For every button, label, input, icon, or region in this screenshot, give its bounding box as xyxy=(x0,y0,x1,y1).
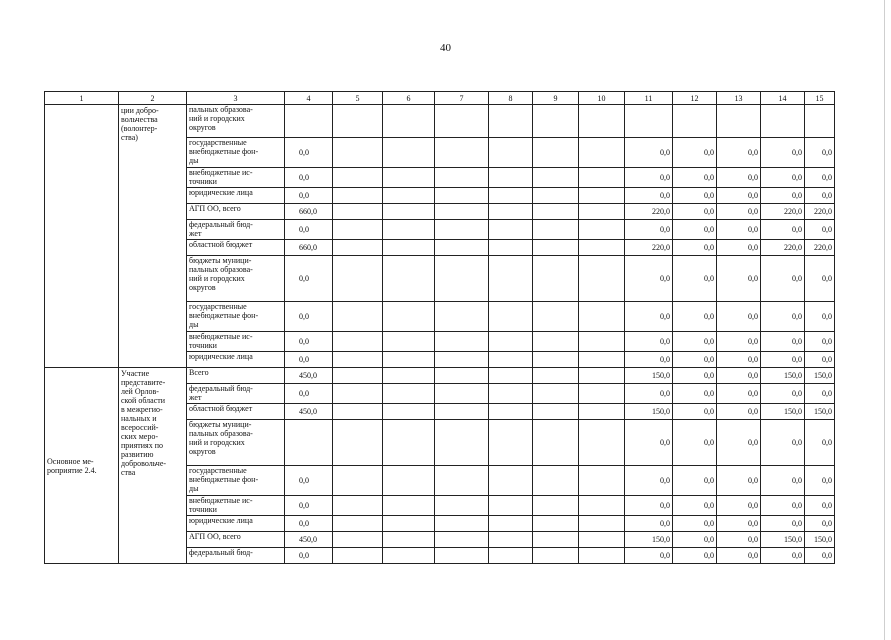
value-cell-col-4: 450,0 xyxy=(285,404,333,420)
value-cell-col-15 xyxy=(805,105,835,138)
value-cell-col-10 xyxy=(579,352,625,368)
value-cell-col-11: 0,0 xyxy=(625,496,673,516)
value-cell-col-8 xyxy=(489,384,533,404)
value-cell-col-4: 0,0 xyxy=(285,332,333,352)
value-cell-col-12: 0,0 xyxy=(673,420,717,466)
value-cell-col-13: 0,0 xyxy=(717,256,761,302)
value-cell-col-7 xyxy=(435,332,489,352)
value-cell-col-6 xyxy=(383,332,435,352)
value-cell-col-9 xyxy=(533,168,579,188)
value-cell-col-7 xyxy=(435,105,489,138)
value-cell-col-15: 0,0 xyxy=(805,516,835,532)
scan-edge xyxy=(884,0,891,640)
value-cell-col-5 xyxy=(333,188,383,204)
value-cell-col-13: 0,0 xyxy=(717,368,761,384)
header-col-9: 9 xyxy=(533,92,579,105)
activity-name-cell: Участие представите- лей Орлов- ской области в межрегио- нальных и всероссий- ских меро- приятиях по развитию добровольче- ства xyxy=(119,368,187,564)
value-cell-col-7 xyxy=(435,240,489,256)
header-col-15: 15 xyxy=(805,92,835,105)
value-cell-col-7 xyxy=(435,516,489,532)
value-cell-col-10 xyxy=(579,466,625,496)
value-cell-col-4 xyxy=(285,105,333,138)
funding-source-cell: юридические лица xyxy=(187,188,285,204)
value-cell-col-11: 150,0 xyxy=(625,368,673,384)
value-cell-col-5 xyxy=(333,496,383,516)
funding-source-cell: бюджеты муници- пальных образова- ний и городских округов xyxy=(187,420,285,466)
value-cell-col-8 xyxy=(489,138,533,168)
value-cell-col-10 xyxy=(579,302,625,332)
value-cell-col-14: 0,0 xyxy=(761,220,805,240)
value-cell-col-5 xyxy=(333,168,383,188)
funding-source-cell: юридические лица xyxy=(187,516,285,532)
value-cell-col-8 xyxy=(489,548,533,564)
activity-name-cell: ции добро- вольчества (волонтер- ства) xyxy=(119,105,187,368)
value-cell-col-15: 0,0 xyxy=(805,420,835,466)
value-cell-col-12: 0,0 xyxy=(673,352,717,368)
value-cell-col-12: 0,0 xyxy=(673,204,717,220)
value-cell-col-4: 0,0 xyxy=(285,352,333,368)
value-cell-col-12: 0,0 xyxy=(673,220,717,240)
value-cell-col-13 xyxy=(717,105,761,138)
value-cell-col-5 xyxy=(333,332,383,352)
value-cell-col-13: 0,0 xyxy=(717,138,761,168)
value-cell-col-11: 0,0 xyxy=(625,138,673,168)
value-cell-col-10 xyxy=(579,404,625,420)
value-cell-col-15: 150,0 xyxy=(805,404,835,420)
value-cell-col-10 xyxy=(579,204,625,220)
value-cell-col-15: 0,0 xyxy=(805,220,835,240)
value-cell-col-14: 0,0 xyxy=(761,352,805,368)
value-cell-col-14: 0,0 xyxy=(761,496,805,516)
value-cell-col-9 xyxy=(533,256,579,302)
value-cell-col-14: 0,0 xyxy=(761,332,805,352)
value-cell-col-8 xyxy=(489,352,533,368)
value-cell-col-5 xyxy=(333,420,383,466)
value-cell-col-13: 0,0 xyxy=(717,404,761,420)
value-cell-col-4: 0,0 xyxy=(285,466,333,496)
value-cell-col-12: 0,0 xyxy=(673,302,717,332)
value-cell-col-11: 0,0 xyxy=(625,168,673,188)
value-cell-col-8 xyxy=(489,420,533,466)
value-cell-col-11: 0,0 xyxy=(625,332,673,352)
value-cell-col-6 xyxy=(383,256,435,302)
value-cell-col-15: 150,0 xyxy=(805,532,835,548)
header-col-7: 7 xyxy=(435,92,489,105)
header-col-10: 10 xyxy=(579,92,625,105)
value-cell-col-14: 0,0 xyxy=(761,188,805,204)
value-cell-col-10 xyxy=(579,532,625,548)
value-cell-col-4: 0,0 xyxy=(285,496,333,516)
value-cell-col-11: 0,0 xyxy=(625,302,673,332)
value-cell-col-15: 0,0 xyxy=(805,496,835,516)
value-cell-col-5 xyxy=(333,256,383,302)
value-cell-col-8 xyxy=(489,532,533,548)
value-cell-col-10 xyxy=(579,332,625,352)
value-cell-col-11: 0,0 xyxy=(625,256,673,302)
value-cell-col-13: 0,0 xyxy=(717,332,761,352)
value-cell-col-4: 0,0 xyxy=(285,138,333,168)
value-cell-col-7 xyxy=(435,384,489,404)
value-cell-col-7 xyxy=(435,420,489,466)
value-cell-col-14 xyxy=(761,105,805,138)
value-cell-col-4: 0,0 xyxy=(285,384,333,404)
value-cell-col-13: 0,0 xyxy=(717,204,761,220)
value-cell-col-9 xyxy=(533,532,579,548)
value-cell-col-9 xyxy=(533,204,579,220)
value-cell-col-5 xyxy=(333,532,383,548)
value-cell-col-9 xyxy=(533,220,579,240)
value-cell-col-7 xyxy=(435,404,489,420)
value-cell-col-15: 0,0 xyxy=(805,188,835,204)
value-cell-col-14: 0,0 xyxy=(761,168,805,188)
funding-source-cell: государственные внебюджетные фон- ды xyxy=(187,466,285,496)
value-cell-col-6 xyxy=(383,168,435,188)
value-cell-col-9 xyxy=(533,332,579,352)
value-cell-col-12 xyxy=(673,105,717,138)
value-cell-col-11: 220,0 xyxy=(625,204,673,220)
value-cell-col-13: 0,0 xyxy=(717,548,761,564)
funding-source-cell: АГП ОО, всего xyxy=(187,204,285,220)
value-cell-col-12: 0,0 xyxy=(673,384,717,404)
value-cell-col-14: 220,0 xyxy=(761,204,805,220)
value-cell-col-6 xyxy=(383,138,435,168)
table-row xyxy=(45,368,835,384)
value-cell-col-10 xyxy=(579,240,625,256)
value-cell-col-13: 0,0 xyxy=(717,168,761,188)
value-cell-col-5 xyxy=(333,138,383,168)
value-cell-col-6 xyxy=(383,548,435,564)
value-cell-col-14: 220,0 xyxy=(761,240,805,256)
value-cell-col-15: 0,0 xyxy=(805,256,835,302)
value-cell-col-6 xyxy=(383,105,435,138)
value-cell-col-12: 0,0 xyxy=(673,532,717,548)
value-cell-col-9 xyxy=(533,496,579,516)
value-cell-col-5 xyxy=(333,404,383,420)
value-cell-col-13: 0,0 xyxy=(717,352,761,368)
value-cell-col-10 xyxy=(579,256,625,302)
value-cell-col-15: 0,0 xyxy=(805,466,835,496)
value-cell-col-14: 0,0 xyxy=(761,516,805,532)
value-cell-col-9 xyxy=(533,105,579,138)
header-col-12: 12 xyxy=(673,92,717,105)
value-cell-col-6 xyxy=(383,532,435,548)
value-cell-col-13: 0,0 xyxy=(717,302,761,332)
value-cell-col-10 xyxy=(579,384,625,404)
value-cell-col-7 xyxy=(435,496,489,516)
value-cell-col-12: 0,0 xyxy=(673,404,717,420)
value-cell-col-9 xyxy=(533,420,579,466)
funding-source-cell: Всего xyxy=(187,368,285,384)
value-cell-col-9 xyxy=(533,384,579,404)
value-cell-col-6 xyxy=(383,516,435,532)
value-cell-col-10 xyxy=(579,105,625,138)
value-cell-col-14: 150,0 xyxy=(761,368,805,384)
value-cell-col-9 xyxy=(533,240,579,256)
value-cell-col-9 xyxy=(533,516,579,532)
value-cell-col-8 xyxy=(489,368,533,384)
value-cell-col-10 xyxy=(579,368,625,384)
value-cell-col-7 xyxy=(435,352,489,368)
value-cell-col-9 xyxy=(533,368,579,384)
value-cell-col-10 xyxy=(579,168,625,188)
value-cell-col-12: 0,0 xyxy=(673,188,717,204)
value-cell-col-5 xyxy=(333,240,383,256)
funding-source-cell: внебюджетные ис- точники xyxy=(187,332,285,352)
value-cell-col-13: 0,0 xyxy=(717,496,761,516)
funding-source-cell: федеральный бюд- жет xyxy=(187,384,285,404)
value-cell-col-11: 220,0 xyxy=(625,240,673,256)
table-row xyxy=(45,105,835,138)
value-cell-col-13: 0,0 xyxy=(717,384,761,404)
value-cell-col-12: 0,0 xyxy=(673,168,717,188)
value-cell-col-10 xyxy=(579,516,625,532)
value-cell-col-11: 0,0 xyxy=(625,220,673,240)
value-cell-col-5 xyxy=(333,466,383,496)
funding-source-cell: государственные внебюджетные фон- ды xyxy=(187,302,285,332)
value-cell-col-13: 0,0 xyxy=(717,516,761,532)
funding-source-cell: бюджеты муници- пальных образова- ний и городских округов xyxy=(187,256,285,302)
value-cell-col-4: 660,0 xyxy=(285,240,333,256)
value-cell-col-6 xyxy=(383,204,435,220)
header-col-8: 8 xyxy=(489,92,533,105)
value-cell-col-12: 0,0 xyxy=(673,332,717,352)
value-cell-col-11: 0,0 xyxy=(625,466,673,496)
value-cell-col-15: 220,0 xyxy=(805,240,835,256)
page-number: 40 xyxy=(440,42,451,54)
value-cell-col-14: 0,0 xyxy=(761,420,805,466)
value-cell-col-5 xyxy=(333,220,383,240)
value-cell-col-4: 660,0 xyxy=(285,204,333,220)
funding-source-cell: внебюджетные ис- точники xyxy=(187,496,285,516)
value-cell-col-6 xyxy=(383,240,435,256)
value-cell-col-6 xyxy=(383,496,435,516)
value-cell-col-12: 0,0 xyxy=(673,138,717,168)
value-cell-col-11: 0,0 xyxy=(625,420,673,466)
value-cell-col-4: 0,0 xyxy=(285,302,333,332)
value-cell-col-14: 150,0 xyxy=(761,532,805,548)
header-col-4: 4 xyxy=(285,92,333,105)
value-cell-col-7 xyxy=(435,548,489,564)
value-cell-col-10 xyxy=(579,220,625,240)
value-cell-col-10 xyxy=(579,548,625,564)
value-cell-col-13: 0,0 xyxy=(717,532,761,548)
value-cell-col-11: 0,0 xyxy=(625,516,673,532)
value-cell-col-7 xyxy=(435,532,489,548)
value-cell-col-7 xyxy=(435,466,489,496)
value-cell-col-5 xyxy=(333,368,383,384)
header-col-14: 14 xyxy=(761,92,805,105)
value-cell-col-9 xyxy=(533,352,579,368)
value-cell-col-7 xyxy=(435,188,489,204)
value-cell-col-5 xyxy=(333,204,383,220)
value-cell-col-5 xyxy=(333,384,383,404)
value-cell-col-11: 0,0 xyxy=(625,188,673,204)
value-cell-col-6 xyxy=(383,352,435,368)
value-cell-col-4: 0,0 xyxy=(285,548,333,564)
value-cell-col-5 xyxy=(333,548,383,564)
value-cell-col-10 xyxy=(579,188,625,204)
value-cell-col-11: 150,0 xyxy=(625,532,673,548)
header-col-2: 2 xyxy=(119,92,187,105)
funding-source-cell: областной бюджет xyxy=(187,240,285,256)
value-cell-col-9 xyxy=(533,302,579,332)
value-cell-col-12: 0,0 xyxy=(673,516,717,532)
value-cell-col-5 xyxy=(333,302,383,332)
value-cell-col-15: 0,0 xyxy=(805,332,835,352)
value-cell-col-10 xyxy=(579,138,625,168)
header-col-1: 1 xyxy=(45,92,119,105)
value-cell-col-14: 0,0 xyxy=(761,302,805,332)
value-cell-col-15: 0,0 xyxy=(805,352,835,368)
value-cell-col-8 xyxy=(489,204,533,220)
value-cell-col-8 xyxy=(489,168,533,188)
value-cell-col-10 xyxy=(579,420,625,466)
value-cell-col-8 xyxy=(489,404,533,420)
value-cell-col-6 xyxy=(383,420,435,466)
value-cell-col-9 xyxy=(533,548,579,564)
header-col-6: 6 xyxy=(383,92,435,105)
funding-source-cell: юридические лица xyxy=(187,352,285,368)
value-cell-col-7 xyxy=(435,168,489,188)
funding-source-cell: внебюджетные ис- точники xyxy=(187,168,285,188)
value-cell-col-4: 0,0 xyxy=(285,188,333,204)
value-cell-col-15: 220,0 xyxy=(805,204,835,220)
header-col-13: 13 xyxy=(717,92,761,105)
value-cell-col-8 xyxy=(489,332,533,352)
activity-code-cell xyxy=(45,105,119,368)
funding-source-cell: пальных образова- ний и городских округов xyxy=(187,105,285,138)
value-cell-col-12: 0,0 xyxy=(673,368,717,384)
value-cell-col-13: 0,0 xyxy=(717,220,761,240)
funding-source-cell: АГП ОО, всего xyxy=(187,532,285,548)
value-cell-col-4: 0,0 xyxy=(285,516,333,532)
header-col-5: 5 xyxy=(333,92,383,105)
value-cell-col-7 xyxy=(435,302,489,332)
value-cell-col-15: 0,0 xyxy=(805,138,835,168)
value-cell-col-15: 0,0 xyxy=(805,168,835,188)
value-cell-col-6 xyxy=(383,404,435,420)
value-cell-col-13: 0,0 xyxy=(717,240,761,256)
value-cell-col-7 xyxy=(435,204,489,220)
value-cell-col-11: 150,0 xyxy=(625,404,673,420)
value-cell-col-8 xyxy=(489,188,533,204)
header-col-11: 11 xyxy=(625,92,673,105)
value-cell-col-8 xyxy=(489,220,533,240)
funding-source-cell: федеральный бюд- xyxy=(187,548,285,564)
value-cell-col-10 xyxy=(579,496,625,516)
value-cell-col-11: 0,0 xyxy=(625,352,673,368)
value-cell-col-14: 0,0 xyxy=(761,256,805,302)
value-cell-col-9 xyxy=(533,188,579,204)
value-cell-col-12: 0,0 xyxy=(673,548,717,564)
value-cell-col-7 xyxy=(435,220,489,240)
value-cell-col-15: 150,0 xyxy=(805,368,835,384)
value-cell-col-13: 0,0 xyxy=(717,188,761,204)
value-cell-col-4: 0,0 xyxy=(285,256,333,302)
funding-source-cell: государственные внебюджетные фон- ды xyxy=(187,138,285,168)
value-cell-col-8 xyxy=(489,105,533,138)
value-cell-col-4: 450,0 xyxy=(285,368,333,384)
value-cell-col-8 xyxy=(489,302,533,332)
value-cell-col-6 xyxy=(383,220,435,240)
value-cell-col-8 xyxy=(489,240,533,256)
value-cell-col-11: 0,0 xyxy=(625,548,673,564)
value-cell-col-15: 0,0 xyxy=(805,548,835,564)
value-cell-col-12: 0,0 xyxy=(673,466,717,496)
value-cell-col-5 xyxy=(333,352,383,368)
value-cell-col-8 xyxy=(489,516,533,532)
value-cell-col-7 xyxy=(435,256,489,302)
value-cell-col-15: 0,0 xyxy=(805,384,835,404)
value-cell-col-13: 0,0 xyxy=(717,466,761,496)
value-cell-col-8 xyxy=(489,496,533,516)
value-cell-col-15: 0,0 xyxy=(805,302,835,332)
budget-table xyxy=(44,91,835,564)
value-cell-col-6 xyxy=(383,302,435,332)
value-cell-col-13: 0,0 xyxy=(717,420,761,466)
value-cell-col-4 xyxy=(285,420,333,466)
value-cell-col-5 xyxy=(333,105,383,138)
value-cell-col-14: 150,0 xyxy=(761,404,805,420)
value-cell-col-4: 0,0 xyxy=(285,168,333,188)
value-cell-col-14: 0,0 xyxy=(761,548,805,564)
value-cell-col-12: 0,0 xyxy=(673,240,717,256)
header-col-3: 3 xyxy=(187,92,285,105)
value-cell-col-8 xyxy=(489,256,533,302)
value-cell-col-7 xyxy=(435,138,489,168)
funding-source-cell: федеральный бюд- жет xyxy=(187,220,285,240)
value-cell-col-4: 0,0 xyxy=(285,220,333,240)
value-cell-col-9 xyxy=(533,404,579,420)
value-cell-col-7 xyxy=(435,368,489,384)
funding-source-cell: областной бюджет xyxy=(187,404,285,420)
value-cell-col-14: 0,0 xyxy=(761,384,805,404)
header-row xyxy=(45,92,835,105)
activity-code-cell: Основное ме- роприятие 2.4. xyxy=(45,368,119,564)
value-cell-col-5 xyxy=(333,516,383,532)
value-cell-col-8 xyxy=(489,466,533,496)
value-cell-col-14: 0,0 xyxy=(761,138,805,168)
value-cell-col-12: 0,0 xyxy=(673,256,717,302)
value-cell-col-6 xyxy=(383,466,435,496)
value-cell-col-6 xyxy=(383,188,435,204)
value-cell-col-9 xyxy=(533,466,579,496)
value-cell-col-4: 450,0 xyxy=(285,532,333,548)
value-cell-col-9 xyxy=(533,138,579,168)
value-cell-col-14: 0,0 xyxy=(761,466,805,496)
value-cell-col-11: 0,0 xyxy=(625,384,673,404)
value-cell-col-6 xyxy=(383,368,435,384)
value-cell-col-12: 0,0 xyxy=(673,496,717,516)
value-cell-col-11 xyxy=(625,105,673,138)
value-cell-col-6 xyxy=(383,384,435,404)
